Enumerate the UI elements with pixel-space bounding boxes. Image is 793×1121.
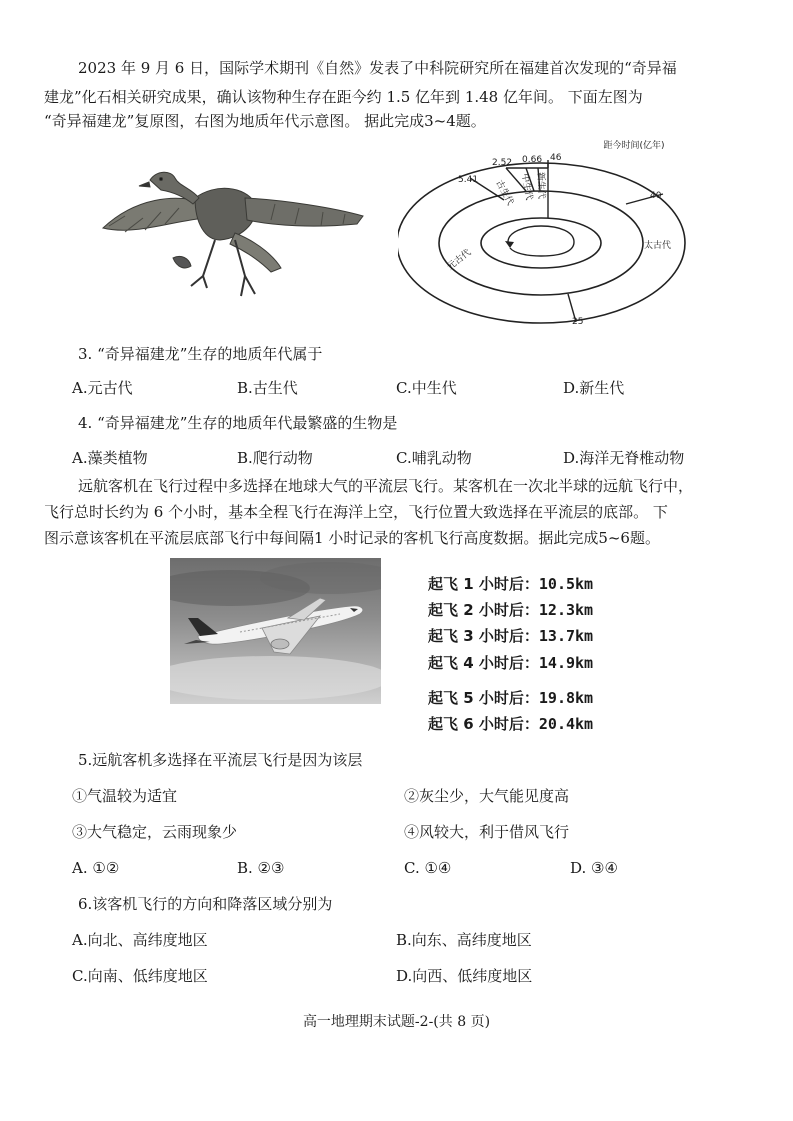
altitude-value: 20.4km [538, 715, 594, 733]
airliner-photo [170, 558, 381, 704]
altitude-label: 起飞 5 小时后： [428, 689, 539, 707]
dial-tick-25: 25 [572, 317, 584, 327]
era-label-cenozoic: 新生代 [535, 171, 546, 200]
q6-option-b: B.向东、高纬度地区 [396, 931, 532, 949]
passage1-line2: 建龙”化石相关研究成果，确认该物种生存在距今约 1.5 亿年到 1.48 亿年间。 下面左图为 [44, 88, 643, 106]
altitude-label: 起飞 3 小时后： [428, 627, 539, 645]
q4-option-d: D.海洋无脊椎动物 [563, 449, 685, 467]
q3-option-b: B.古生代 [237, 379, 298, 397]
era-label-proterozoic: 元古代 [445, 247, 474, 273]
q5-option-d: D. ③④ [570, 859, 618, 877]
passage2-line2: 飞行总时长约为 6 个小时，基本全程飞行在海洋上空，飞行位置大致选择在平流层的底部。 下 [44, 503, 668, 521]
q6-option-c: C.向南、低纬度地区 [72, 967, 208, 985]
geologic-time-diagram [398, 138, 698, 330]
q3-option-c: C.中生代 [396, 379, 457, 397]
passage2-line1: 远航客机在飞行过程中多选择在地球大气的平流层飞行。某客机在一次北半球的远航飞行中， [78, 477, 694, 495]
q5-stem: 5.远航客机多选择在平流层飞行是因为该层 [78, 751, 363, 769]
q5-option-b: B. ②③ [237, 859, 285, 877]
altitude-label: 起飞 4 小时后： [428, 654, 539, 672]
q5-statement-1: ①气温较为适宜 [72, 787, 178, 805]
q6-stem: 6.该客机飞行的方向和降落区域分别为 [78, 895, 333, 913]
q4-option-a: A.藻类植物 [72, 449, 148, 467]
altitude-value: 10.5km [538, 575, 594, 593]
era-label-paleozoic: 古生代 [493, 178, 515, 208]
dial-tick-46: 46 [550, 153, 562, 163]
q5-statement-3: ③大气稳定，云雨现象少 [72, 823, 238, 841]
q4-option-b: B.爬行动物 [237, 449, 313, 467]
altitude-label: 起飞 6 小时后： [428, 715, 539, 733]
page-footer: 高一地理期末试题-2-(共 8 页) [302, 1014, 491, 1030]
dial-tick-066: 0.66 [522, 155, 543, 165]
q5-option-a: A. ①② [72, 859, 120, 877]
altitude-label: 起飞 2 小时后： [428, 601, 539, 619]
era-label-archean: 太古代 [644, 241, 672, 251]
altitude-row [428, 626, 593, 646]
q3-option-d: D.新生代 [563, 379, 625, 397]
altitude-row [428, 688, 593, 708]
q5-option-c: C. ①④ [404, 859, 452, 877]
dial-tick-40: 40 [650, 191, 662, 201]
fujianvenator-reconstruction-image [95, 158, 365, 308]
q3-option-a: A.元古代 [72, 379, 133, 397]
altitude-row [428, 653, 593, 673]
passage1-line3: “奇异福建龙”复原图，右图为地质年代示意图。 据此完成3~4题。 [44, 112, 486, 130]
altitude-row [428, 714, 593, 734]
altitude-value: 19.8km [538, 689, 594, 707]
q5-statement-4: ④风较大，利于借风飞行 [404, 823, 570, 841]
q6-option-a: A.向北、高纬度地区 [72, 931, 208, 949]
altitude-value: 13.7km [538, 627, 594, 645]
q4-option-c: C.哺乳动物 [396, 449, 472, 467]
q5-statement-2: ②灰尘少，大气能见度高 [404, 787, 570, 805]
altitude-row [428, 600, 593, 620]
passage2-line3: 图示意该客机在平流层底部飞行中每间隔1 小时记录的客机飞行高度数据。据此完成5~6题。 [44, 529, 660, 547]
dial-tick-541: 5.41 [458, 175, 479, 185]
q6-option-d: D.向西、低纬度地区 [396, 967, 533, 985]
altitude-row [428, 574, 593, 594]
altitude-value: 14.9km [538, 654, 594, 672]
dial-tick-252: 2.52 [492, 158, 513, 168]
altitude-value: 12.3km [538, 601, 594, 619]
q4-stem: 4. “奇异福建龙”生存的地质年代最繁盛的生物是 [78, 414, 398, 432]
dial-axis-title: 距今时间(亿年) [603, 141, 665, 151]
altitude-label: 起飞 1 小时后： [428, 575, 539, 593]
era-label-mesozoic: 中生代 [519, 172, 534, 202]
passage1-line1: 2023 年 9 月 6 日，国际学术期刊《自然》发表了中科院研究所在福建首次发现的“奇异福 [78, 59, 677, 77]
q3-stem: 3. “奇异福建龙”生存的地质年代属于 [78, 345, 323, 363]
